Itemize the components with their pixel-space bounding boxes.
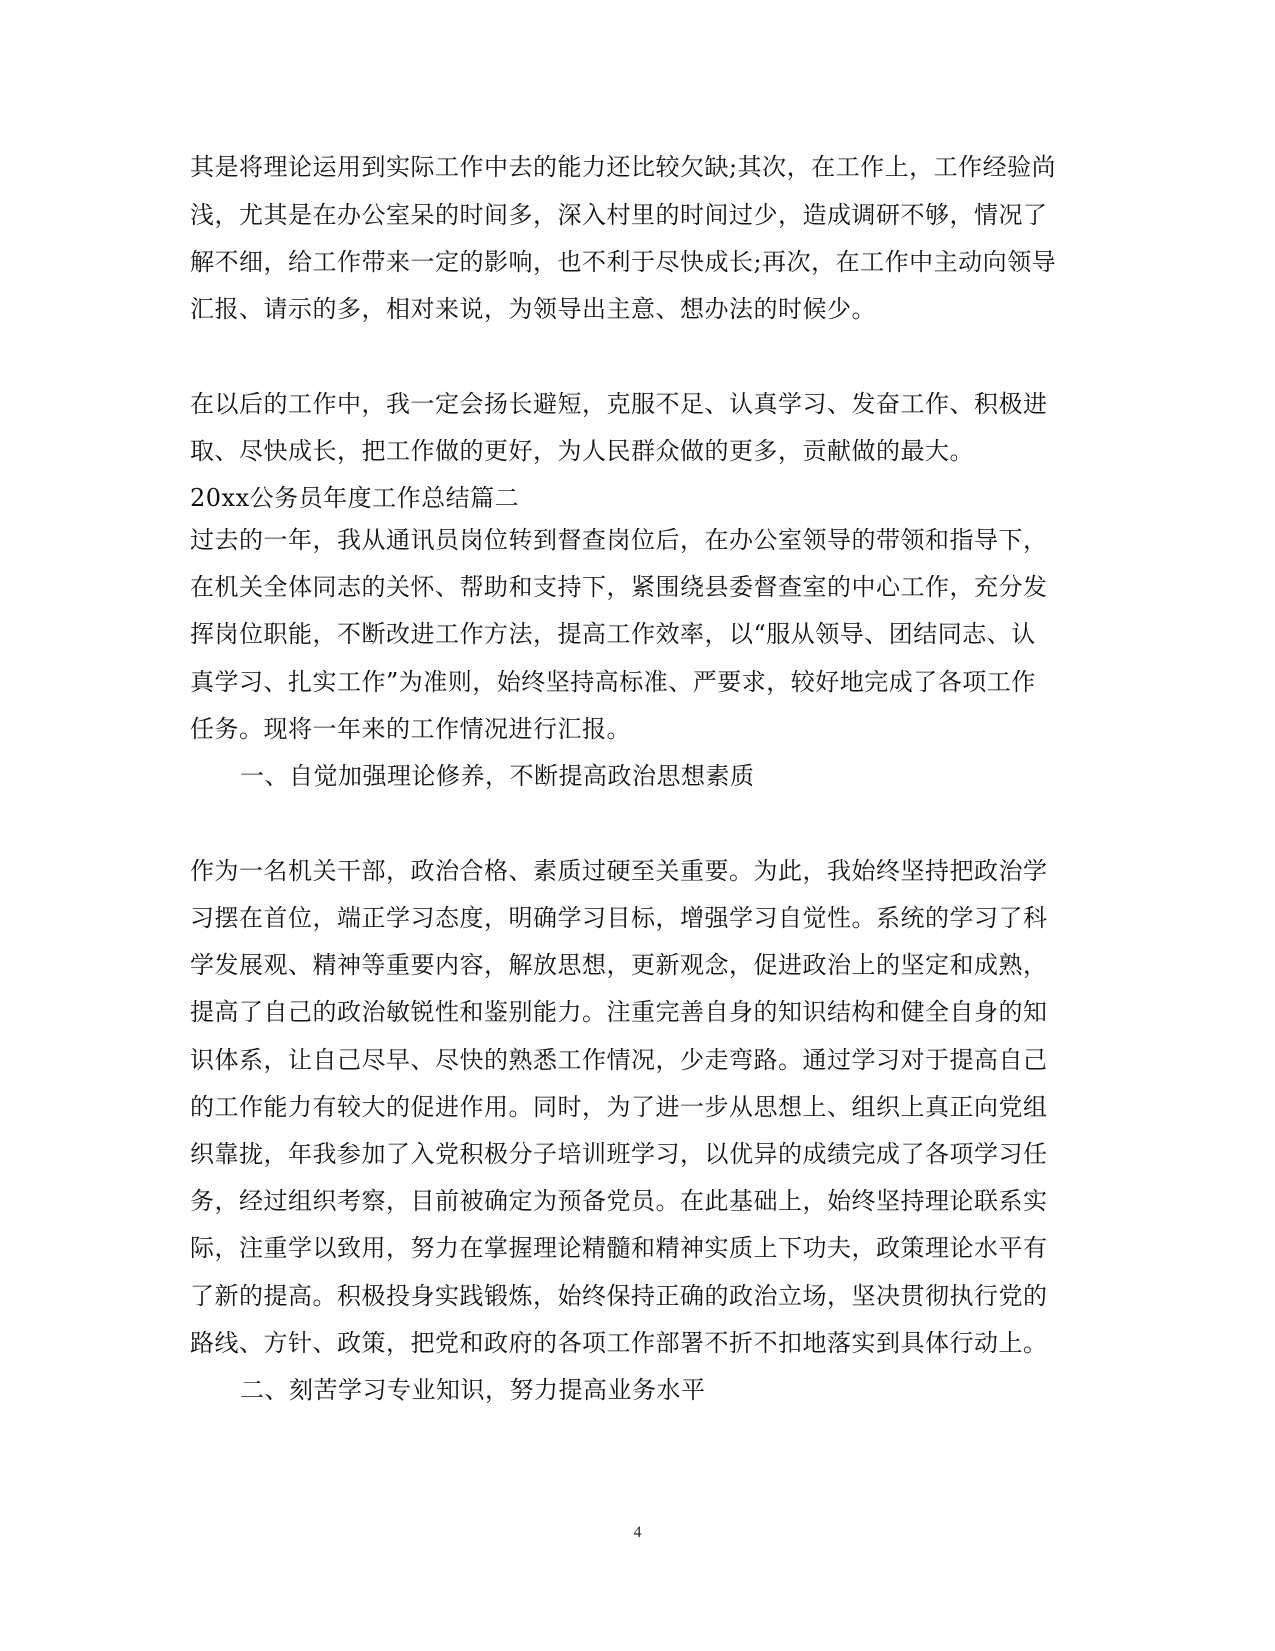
text-line: 挥岗位职能，不断改进工作方法，提高工作效率，以“服从领导、团结同志、认 — [190, 620, 1036, 648]
text-line: 取、尽快成长，把工作做的更好，为人民群众做的更多，贡献做的最大。 — [190, 437, 974, 465]
text-line: 学发展观、精神等重要内容，解放思想，更新观念，促进政治上的坚定和成熟， — [190, 951, 1048, 979]
section-heading: 一、自觉加强理论修养，不断提高政治思想素质 — [240, 762, 755, 790]
text-line: 识体系，让自己尽早、尽快的熟悉工作情况，少走弯路。通过学习对于提高自己 — [190, 1046, 1048, 1074]
text-line: 其是将理论运用到实际工作中去的能力还比较欠缺;其次，在工作上，工作经验尚 — [190, 153, 1057, 181]
text-line: 的工作能力有较大的促进作用。同时，为了进一步从思想上、组织上真正向党组 — [190, 1093, 1048, 1121]
text-line: 务，经过组织考察，目前被确定为预备党员。在此基础上，始终坚持理论联系实 — [190, 1187, 1048, 1215]
text-line: 织靠拢，年我参加了入党积极分子培训班学习，以优异的成绩完成了各项学习任 — [190, 1140, 1048, 1168]
text-line: 作为一名机关干部，政治合格、素质过硬至关重要。为此，我始终坚持把政治学 — [190, 857, 1048, 885]
text-line: 过去的一年，我从通讯员岗位转到督查岗位后，在办公室领导的带领和指导下， — [190, 526, 1048, 554]
text-line: 路线、方针、政策，把党和政府的各项工作部署不折不扣地落实到具体行动上。 — [190, 1329, 1048, 1357]
text-line: 提高了自己的政治敏锐性和鉴别能力。注重完善自身的知识结构和健全自身的知 — [190, 998, 1048, 1026]
text-line: 真学习、扎实工作”为准则，始终坚持高标准、严要求，较好地完成了各项工作 — [190, 668, 1036, 696]
text-line: 际，注重学以致用，努力在掌握理论精髓和精神实质上下功夫，政策理论水平有 — [190, 1234, 1048, 1262]
text-line: 浅，尤其是在办公室呆的时间多，深入村里的时间过少，造成调研不够，情况了 — [190, 201, 1048, 229]
text-line: 汇报、请示的多，相对来说，为领导出主意、想办法的时候少。 — [190, 295, 876, 323]
section-heading: 二、刻苦学习专业知识，努力提高业务水平 — [240, 1376, 706, 1404]
page-number: 4 — [633, 1524, 642, 1541]
text-line: 在以后的工作中，我一定会扬长避短，克服不足、认真学习、发奋工作、积极进 — [190, 390, 1048, 418]
section-title: 20xx公务员年度工作总结篇二 — [190, 484, 520, 512]
text-line: 任务。现将一年来的工作情况进行汇报。 — [190, 715, 631, 743]
text-line: 了新的提高。积极投身实践锻炼，始终保持正确的政治立场，坚决贯彻执行党的 — [190, 1282, 1048, 1310]
text-line: 解不细，给工作带来一定的影响，也不利于尽快成长;再次，在工作中主动向领导 — [190, 248, 1057, 276]
text-line: 在机关全体同志的关怀、帮助和支持下，紧围绕县委督查室的中心工作，充分发 — [190, 573, 1048, 601]
text-line: 习摆在首位，端正学习态度，明确学习目标，增强学习自觉性。系统的学习了科 — [190, 904, 1048, 932]
